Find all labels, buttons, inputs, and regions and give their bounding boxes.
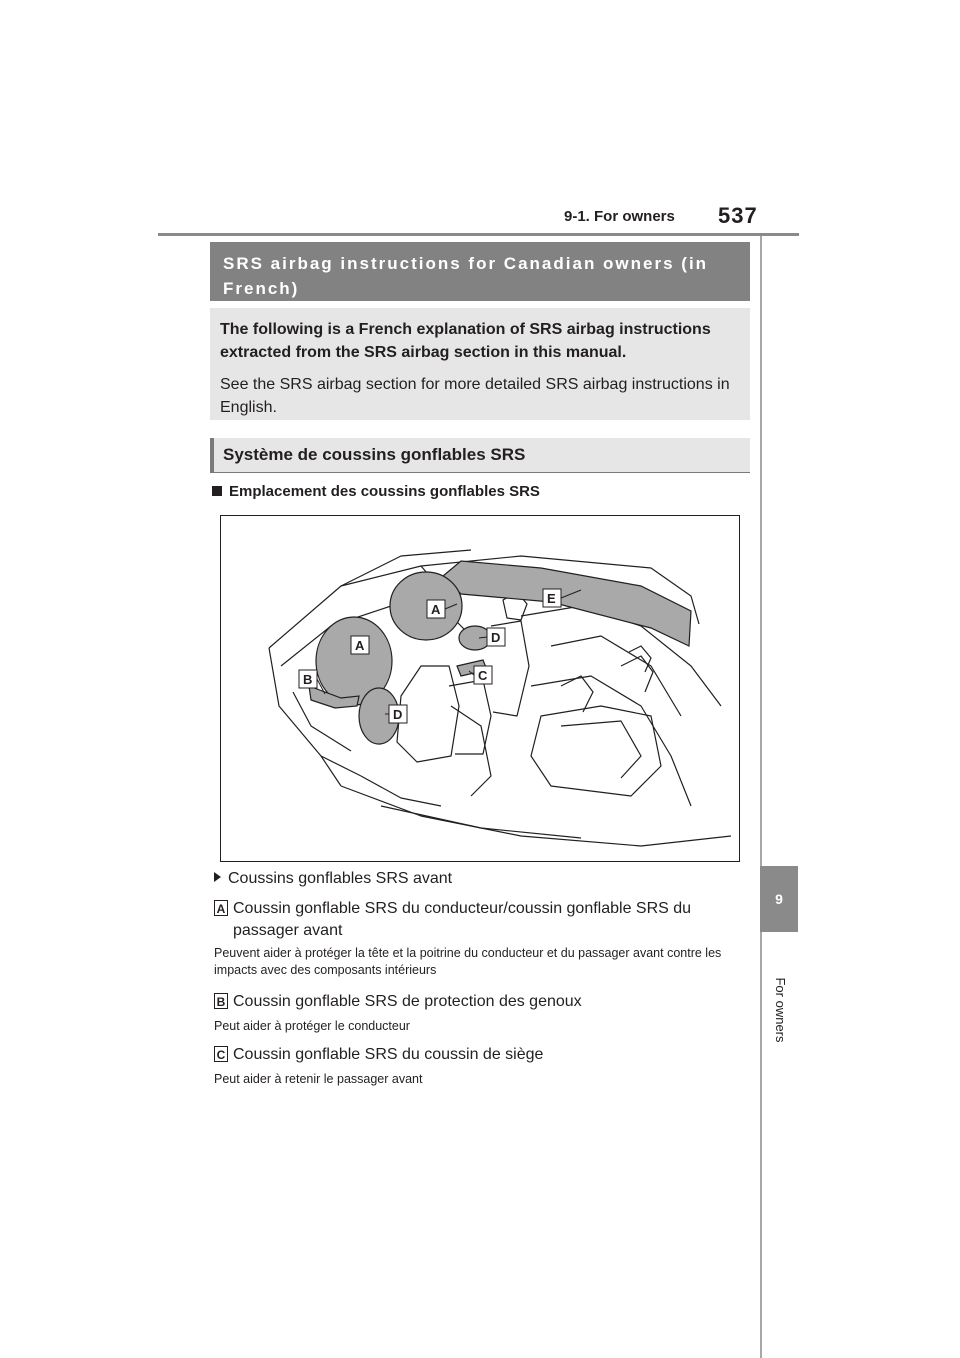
item-b-title: Coussin gonflable SRS de protection des genoux	[233, 993, 582, 1010]
location-heading-text: Emplacement des coussins gonflables SRS	[229, 483, 540, 500]
section-banner: SRS airbag instructions for Canadian owners (in French)	[210, 242, 750, 301]
callout-d-driver	[389, 705, 407, 723]
callout-d-passenger	[487, 628, 505, 646]
subheading: Système de coussins gonflables SRS	[210, 438, 750, 472]
front-airbags-heading-text: Coussins gonflables SRS avant	[228, 870, 453, 887]
item-letter-c: C	[214, 1046, 228, 1062]
item-b-description: Peut aider à protéger le conducteur	[214, 1019, 410, 1033]
svg-text:D: D	[491, 630, 501, 645]
svg-text:A: A	[431, 602, 441, 617]
callout-a-passenger	[427, 600, 445, 618]
passenger-side-airbag	[459, 626, 491, 650]
airbag-location-figure	[220, 515, 740, 862]
intro-box	[210, 308, 750, 420]
item-c-description: Peut aider à retenir le passager avant	[214, 1072, 423, 1086]
callout-c	[474, 666, 492, 684]
triangle-bullet-icon	[214, 872, 221, 882]
svg-text:E: E	[547, 591, 556, 606]
item-letter-b: B	[214, 993, 228, 1009]
subheading-rule	[210, 472, 750, 473]
chapter-tab: 9	[760, 866, 798, 932]
square-bullet-icon	[212, 486, 222, 496]
item-a-description: Peuvent aider à protéger la tête et la poitrine du conducteur et du passager avant contre les impacts avec des composants intérieurs	[214, 946, 722, 977]
page-number: 537	[718, 203, 758, 228]
location-heading	[212, 483, 540, 500]
item-c-title: Coussin gonflable SRS du coussin de siège	[233, 1046, 544, 1063]
intro-bold-text: The following is a French explanation of SRS airbag instructions extracted from the SRS airbag section in this manual.	[220, 321, 711, 361]
item-a-title: Coussin gonflable SRS du conducteur/coussin gonflable SRS du passager avant	[233, 900, 692, 939]
svg-text:B: B	[303, 672, 313, 687]
header-rule	[158, 233, 799, 236]
side-tab-line	[760, 236, 762, 1358]
callout-b	[299, 670, 317, 688]
item-letter-a: A	[214, 900, 228, 916]
vehicle-interior-illustration	[221, 516, 740, 862]
intro-normal-text: See the SRS airbag section for more detailed SRS airbag instructions in English.	[220, 376, 730, 416]
section-header: 9-1. For owners	[564, 208, 675, 225]
callout-e	[543, 589, 561, 607]
front-airbags-heading	[214, 870, 452, 888]
chapter-tab-label: For owners	[773, 977, 788, 1043]
callout-a-driver	[351, 636, 369, 654]
svg-text:C: C	[478, 668, 488, 683]
svg-text:A: A	[355, 638, 365, 653]
svg-text:D: D	[393, 707, 403, 722]
